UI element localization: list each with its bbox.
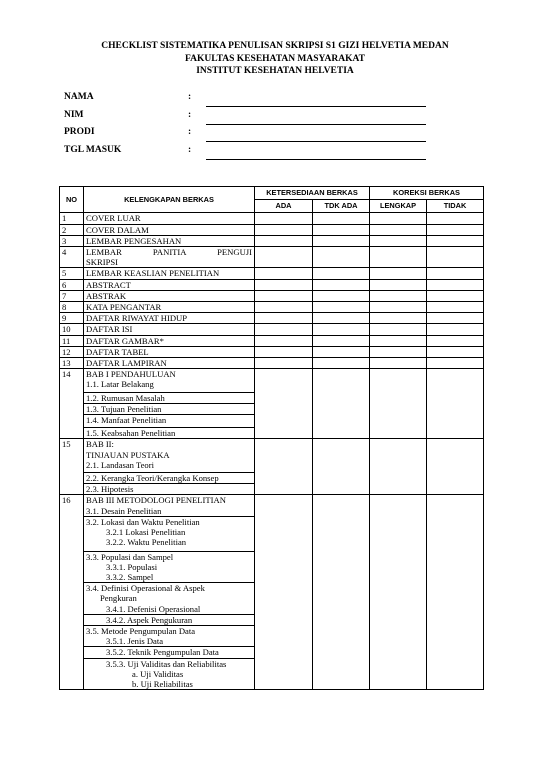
table-row — [60, 346, 484, 357]
check-tidak[interactable] — [427, 247, 484, 268]
item-line: LEMBAR PANITIA PENGUJI — [86, 247, 252, 258]
check-tidak[interactable] — [427, 279, 484, 290]
row-number: 4 — [60, 247, 84, 268]
check-ada[interactable] — [255, 290, 313, 301]
table-row — [60, 224, 484, 235]
check-tdk-ada[interactable] — [313, 324, 370, 335]
row-item: ABSTRACT — [84, 279, 255, 290]
row-number: 9 — [60, 313, 84, 324]
field-label: TGL MASUK — [64, 144, 122, 155]
check-tdk-ada[interactable] — [313, 302, 370, 313]
row-number: 16 — [60, 495, 84, 690]
check-lengkap[interactable] — [370, 335, 427, 346]
table-row — [60, 235, 484, 246]
row-number: 11 — [60, 335, 84, 346]
subsection: a. Uji Validitas — [132, 668, 184, 679]
subsection: 3.3. Populasi dan Sampel — [83, 551, 254, 562]
check-tidak[interactable] — [427, 313, 484, 324]
table-row — [60, 302, 484, 313]
check-lengkap[interactable] — [370, 302, 427, 313]
section-title: BAB I PENDAHULUAN — [86, 369, 176, 380]
check-ada[interactable] — [255, 324, 313, 335]
field-colon: : — [188, 109, 192, 120]
row-item: COVER DALAM — [84, 224, 255, 235]
subsection: 3.1. Desain Penelitian — [86, 505, 162, 516]
subsection: b. Uji Reliabilitas — [132, 678, 193, 689]
subsection: 3.5.1. Jenis Data — [106, 636, 164, 647]
nim-field-line[interactable] — [206, 124, 426, 125]
check-tdk-ada[interactable] — [313, 495, 370, 690]
check-lengkap[interactable] — [370, 224, 427, 235]
check-tdk-ada[interactable] — [313, 247, 370, 268]
row-item — [84, 495, 255, 690]
row-item — [84, 247, 255, 268]
subsection: Pengkuran — [100, 593, 137, 604]
col-ada-header: ADA — [255, 200, 313, 213]
table-row-bab1 — [60, 369, 484, 439]
check-ada[interactable] — [255, 313, 313, 324]
check-lengkap[interactable] — [370, 495, 427, 690]
row-number: 2 — [60, 224, 84, 235]
field-colon: : — [188, 144, 192, 155]
check-ada[interactable] — [255, 247, 313, 268]
check-tidak[interactable] — [427, 335, 484, 346]
row-item: COVER LUAR — [84, 213, 255, 224]
check-ada[interactable] — [255, 439, 313, 495]
row-item: DAFTAR RIWAYAT HIDUP — [84, 313, 255, 324]
row-item — [84, 369, 255, 439]
col-tidak-header: TIDAK — [427, 200, 484, 213]
subsection: 3.5.2. Teknik Pengumpulan Data — [83, 646, 254, 657]
check-tdk-ada[interactable] — [313, 224, 370, 235]
section-title: TINJAUAN PUSTAKA — [86, 449, 170, 460]
row-number: 5 — [60, 268, 84, 279]
table-row — [60, 290, 484, 301]
check-tidak[interactable] — [427, 495, 484, 690]
check-tdk-ada[interactable] — [313, 213, 370, 224]
check-lengkap[interactable] — [370, 235, 427, 246]
row-number: 7 — [60, 290, 84, 301]
check-ada[interactable] — [255, 268, 313, 279]
subsection: 3.2.1 Lokasi Penelitian — [106, 527, 186, 538]
check-ada[interactable] — [255, 346, 313, 357]
field-colon: : — [188, 127, 192, 137]
col-item-header: KELENGKAPAN BERKAS — [84, 187, 255, 213]
subsection: 3.4.1. Defenisi Operasional — [106, 603, 201, 614]
row-number: 12 — [60, 346, 84, 357]
row-item — [84, 439, 255, 495]
check-ada[interactable] — [255, 279, 313, 290]
check-ada[interactable] — [255, 224, 313, 235]
check-tidak[interactable] — [427, 235, 484, 246]
check-tidak[interactable] — [427, 358, 484, 369]
check-tidak[interactable] — [427, 268, 484, 279]
table-row-bab2 — [60, 439, 484, 495]
check-tidak[interactable] — [427, 369, 484, 439]
check-tidak[interactable] — [427, 302, 484, 313]
field-tgl-masuk — [64, 145, 444, 163]
check-ada[interactable] — [255, 235, 313, 246]
row-item: KATA PENGANTAR — [84, 302, 255, 313]
table-row — [60, 279, 484, 290]
row-item: ABSTRAK — [84, 290, 255, 301]
subsection: 2.1. Landasan Teori — [86, 459, 154, 470]
check-tidak[interactable] — [427, 346, 484, 357]
check-lengkap[interactable] — [370, 313, 427, 324]
check-lengkap[interactable] — [370, 279, 427, 290]
col-tdk-ada-header: TDK ADA — [313, 200, 370, 213]
row-number: 10 — [60, 324, 84, 335]
check-tidak[interactable] — [427, 290, 484, 301]
table-row — [60, 268, 484, 279]
check-ada[interactable] — [255, 495, 313, 690]
subsection: 1.1. Latar Belakang — [86, 379, 154, 390]
nama-field-line[interactable] — [206, 106, 426, 107]
check-tdk-ada[interactable] — [313, 235, 370, 246]
check-tdk-ada[interactable] — [313, 268, 370, 279]
check-ada[interactable] — [255, 335, 313, 346]
check-lengkap[interactable] — [370, 358, 427, 369]
subsection: 3.4.2. Aspek Pengukuran — [83, 614, 254, 625]
subsection: 1.3. Tujuan Penelitian — [83, 403, 254, 414]
subsection: 1.2. Rumusan Masalah — [83, 392, 254, 403]
table-row — [60, 324, 484, 335]
row-number: 3 — [60, 235, 84, 246]
row-item: LEMBAR KEASLIAN PENELITIAN — [84, 268, 255, 279]
check-lengkap[interactable] — [370, 346, 427, 357]
field-prodi — [64, 127, 444, 145]
row-item: DAFTAR ISI — [84, 324, 255, 335]
table-row — [60, 335, 484, 346]
check-lengkap[interactable] — [370, 268, 427, 279]
student-info — [64, 92, 444, 162]
check-lengkap[interactable] — [370, 369, 427, 439]
subsection: 3.5.3. Uji Validitas dan Reliabilitas — [83, 658, 254, 669]
col-no-header: NO — [60, 187, 84, 213]
field-nama — [64, 92, 444, 110]
subsection: 3.5. Metode Pengumpulan Data — [83, 625, 254, 636]
subsection: 1.5. Keabsahan Penelitian — [83, 427, 254, 438]
check-tidak[interactable] — [427, 324, 484, 335]
table-row — [60, 358, 484, 369]
table-row — [60, 213, 484, 224]
section-title: BAB III METODOLOGI PENELITIAN — [86, 495, 226, 506]
check-lengkap[interactable] — [370, 439, 427, 495]
subsection: 1.4. Manfaat Penelitian — [83, 414, 254, 427]
subsection: 3.2. Lokasi dan Waktu Penelitian — [83, 516, 254, 527]
subsection: 3.4. Definisi Operasional & Aspek — [83, 582, 254, 593]
header-title: CHECKLIST SISTEMATIKA PENULISAN SKRIPSI S1 GIZI HELVETIA MEDAN — [101, 41, 449, 51]
check-lengkap[interactable] — [370, 247, 427, 268]
header-institute: INSTITUT KESEHATAN HELVETIA — [196, 66, 354, 76]
field-label: NIM — [64, 109, 84, 120]
subsection: 2.3. Hipotesis — [83, 483, 254, 494]
subsection: 3.3.2. Sampel — [106, 571, 154, 582]
row-number: 6 — [60, 279, 84, 290]
row-item: DAFTAR TABEL — [84, 346, 255, 357]
check-ada[interactable] — [255, 213, 313, 224]
field-nim — [64, 110, 444, 128]
field-colon: : — [188, 92, 192, 102]
check-lengkap[interactable] — [370, 213, 427, 224]
check-ada[interactable] — [255, 358, 313, 369]
document-header — [0, 40, 550, 78]
tgl-masuk-field-line[interactable] — [206, 159, 426, 160]
check-tidak[interactable] — [427, 224, 484, 235]
check-tdk-ada[interactable] — [313, 439, 370, 495]
row-number: 15 — [60, 439, 84, 495]
subsection: 3.3.1. Populasi — [106, 561, 158, 572]
checklist-table — [59, 186, 484, 690]
field-label: PRODI — [64, 127, 95, 137]
row-number: 1 — [60, 213, 84, 224]
col-lengkap-header: LENGKAP — [370, 200, 427, 213]
table-row-bab3 — [60, 495, 484, 690]
group-ketersediaan-header: KETERSEDIAAN BERKAS — [255, 187, 370, 200]
field-label: NAMA — [64, 92, 94, 102]
row-number: 8 — [60, 302, 84, 313]
check-ada[interactable] — [255, 302, 313, 313]
check-tdk-ada[interactable] — [313, 358, 370, 369]
row-number: 13 — [60, 358, 84, 369]
subsection: 2.2. Kerangka Teori/Kerangka Konsep — [83, 472, 254, 483]
check-tdk-ada[interactable] — [313, 290, 370, 301]
prodi-field-line[interactable] — [206, 141, 426, 142]
check-tidak[interactable] — [427, 213, 484, 224]
row-item: DAFTAR GAMBAR* — [84, 335, 255, 346]
row-item: DAFTAR LAMPIRAN — [84, 358, 255, 369]
row-item: LEMBAR PENGESAHAN — [84, 235, 255, 246]
check-lengkap[interactable] — [370, 324, 427, 335]
check-tidak[interactable] — [427, 439, 484, 495]
check-tdk-ada[interactable] — [313, 279, 370, 290]
check-ada[interactable] — [255, 369, 313, 439]
table-row — [60, 247, 484, 268]
table-row — [60, 313, 484, 324]
check-tdk-ada[interactable] — [313, 346, 370, 357]
header-faculty: FAKULTAS KESEHATAN MASYARAKAT — [184, 53, 365, 64]
check-lengkap[interactable] — [370, 290, 427, 301]
row-number: 14 — [60, 369, 84, 439]
check-tdk-ada[interactable] — [313, 369, 370, 439]
item-line: SKRIPSI — [86, 257, 118, 268]
section-title: BAB II: — [86, 439, 114, 450]
check-tdk-ada[interactable] — [313, 313, 370, 324]
group-koreksi-header: KOREKSI BERKAS — [370, 187, 484, 200]
check-tdk-ada[interactable] — [313, 335, 370, 346]
subsection: 3.2.2. Waktu Penelitian — [106, 537, 187, 548]
